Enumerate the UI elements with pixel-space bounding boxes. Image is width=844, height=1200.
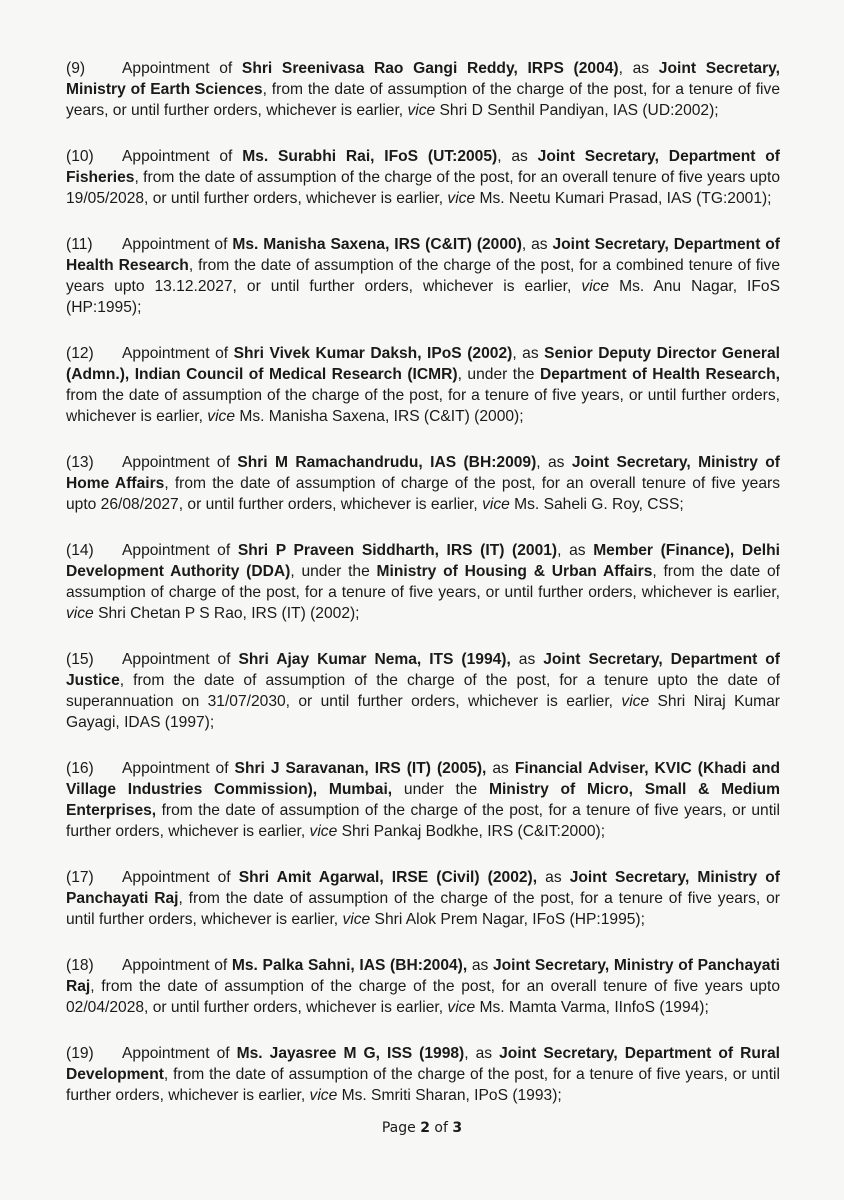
page-total: 3 xyxy=(452,1120,463,1136)
bold-text: Shri Amit Agarwal, IRSE (Civil) (2002), xyxy=(238,869,538,886)
italic-text: vice xyxy=(342,911,371,928)
item-number: (11) xyxy=(66,236,93,253)
bold-text: Joint Secretary, Department of Justice xyxy=(66,651,780,689)
italic-text: vice xyxy=(309,823,338,840)
appointment-item xyxy=(66,758,780,842)
body-text: as xyxy=(486,760,515,777)
item-number: (15) xyxy=(66,651,94,668)
item-number: (17) xyxy=(66,869,94,886)
body-text: , from the date of assumption of the charge of the post, for an overall tenure of five years upto 19/05/2028, or until further orders, whichever is earlier, xyxy=(66,169,780,207)
italic-text: vice xyxy=(482,496,510,513)
body-text: , as xyxy=(497,148,538,165)
body-text: , under the xyxy=(457,366,540,383)
body-text: , as xyxy=(512,345,545,362)
body-text: Shri Chetan P S Rao, IRS (IT) (2002); xyxy=(93,605,360,622)
bold-text: Joint Secretary, Ministry of Earth Sciences xyxy=(66,60,780,98)
body-text: Ms. Anu Nagar, IFoS (HP:1995); xyxy=(66,278,780,316)
appointment-item xyxy=(66,452,780,515)
bold-text: Joint Secretary, Department of Health Research xyxy=(66,236,780,274)
bold-text: Shri Ajay Kumar Nema, ITS (1994), xyxy=(238,651,511,668)
body-text: Ms. Saheli G. Roy, CSS; xyxy=(509,496,684,513)
body-text: , under the xyxy=(290,563,377,580)
page-footer xyxy=(0,1120,844,1136)
body-text: , as xyxy=(618,60,659,77)
appointment-item xyxy=(66,867,780,930)
body-text: , as xyxy=(536,454,572,471)
bold-text: Ms. Palka Sahni, IAS (BH:2004), xyxy=(231,957,468,974)
item-number: (12) xyxy=(66,345,94,362)
body-text: Appointment of xyxy=(122,454,238,471)
italic-text: vice xyxy=(447,190,476,207)
body-text: , from the date of assumption of charge of the post, for an overall tenure of five years upto 26/08/2027, or until further orders, whichever is earlier, xyxy=(66,475,780,513)
bold-text: Joint Secretary, Department of Rural Development xyxy=(66,1045,781,1083)
appointment-list xyxy=(66,58,780,1106)
bold-text: Shri Sreenivasa Rao Gangi Reddy, IRPS (2004) xyxy=(241,60,619,77)
body-text: under the xyxy=(392,781,489,798)
body-text: Appointment of xyxy=(122,1045,237,1062)
body-text: Appointment of xyxy=(122,345,234,362)
appointment-item xyxy=(66,649,780,733)
appointment-item xyxy=(66,540,780,624)
body-text: Appointment of xyxy=(122,542,238,559)
body-text: Ms. Manisha Saxena, IRS (C&IT) (2000); xyxy=(235,408,524,425)
bold-text: Ms. Surabhi Rai, IFoS (UT:2005) xyxy=(242,148,498,165)
item-number: (16) xyxy=(66,760,94,777)
body-text: Appointment of xyxy=(122,60,242,77)
bold-text: Shri J Saravanan, IRS (IT) (2005), xyxy=(234,760,487,777)
body-text: Appointment of xyxy=(122,760,235,777)
appointment-item xyxy=(66,234,780,318)
appointment-item xyxy=(66,955,780,1018)
body-text: Appointment of xyxy=(122,148,243,165)
body-text: , from the date of assumption of the charge of the post, for a tenure of five years, or until further orders, whichever is earlier, xyxy=(66,81,780,119)
item-number: (18) xyxy=(66,957,94,974)
bold-text: Ministry of Micro, Small & Medium Enterprises, xyxy=(66,781,780,819)
appointment-item xyxy=(66,343,780,427)
item-number: (19) xyxy=(66,1045,94,1062)
body-text: Shri Niraj Kumar Gayagi, IDAS (1997); xyxy=(66,693,781,731)
item-number: (10) xyxy=(66,148,94,165)
appointment-item xyxy=(66,146,780,209)
italic-text: vice xyxy=(309,1087,338,1104)
bold-text: Joint Secretary, Ministry of Panchayati Raj xyxy=(66,957,780,995)
body-text: as xyxy=(467,957,493,974)
italic-text: vice xyxy=(621,693,650,710)
italic-text: vice xyxy=(66,605,94,622)
body-text: as xyxy=(510,651,544,668)
body-text: , as xyxy=(557,542,594,559)
page-of: of xyxy=(434,1120,448,1136)
italic-text: vice xyxy=(581,278,610,295)
body-text: , from the date of assumption of the charge of the post, for a tenure upto the date of superannuation on 31/07/2030, or until further orders, whichever is earlier, xyxy=(66,672,780,710)
body-text: , from the date of assumption of the charge of the post, for a tenure of five years, or until further orders, whichever is earlier, xyxy=(66,890,780,928)
page-word: Page xyxy=(381,1120,416,1136)
item-number: (9) xyxy=(66,60,86,77)
body-text: Ms. Neetu Kumari Prasad, IAS (TG:2001); xyxy=(475,190,772,207)
italic-text: vice xyxy=(407,102,436,119)
bold-text: Joint Secretary, Ministry of Home Affairs xyxy=(66,454,780,492)
body-text: , from the date of assumption of the charge of the post, for a tenure of five years, or until further orders, whichever is earlier, xyxy=(66,1066,780,1104)
body-text: from the date of assumption of the charge of the post, for a tenure of five years, or until further orders, whichever is earlier, xyxy=(66,387,780,425)
body-text: Ms. Mamta Varma, IInfoS (1994); xyxy=(475,999,709,1016)
body-text: Appointment of xyxy=(122,651,239,668)
body-text: Appointment of xyxy=(122,869,239,886)
item-number: (14) xyxy=(66,542,94,559)
body-text: , from the date of assumption of the charge of the post, for a combined tenure of five years upto 13.12.2027, or until further orders, whichever is earlier, xyxy=(66,257,780,295)
appointment-item xyxy=(66,58,780,121)
bold-text: Joint Secretary, Ministry of Panchayati Raj xyxy=(66,869,780,907)
body-text: as xyxy=(537,869,570,886)
body-text: Appointment of xyxy=(122,957,232,974)
italic-text: vice xyxy=(447,999,476,1016)
body-text: Shri Pankaj Bodkhe, IRS (C&IT:2000); xyxy=(337,823,606,840)
bold-text: Senior Deputy Director General (Admn.), Indian Council of Medical Research (ICMR) xyxy=(66,345,780,383)
page-current: 2 xyxy=(420,1120,430,1136)
bold-text: Member (Finance), Delhi Development Authority (DDA) xyxy=(66,542,781,580)
body-text: Ms. Smriti Sharan, IPoS (1993); xyxy=(337,1087,562,1104)
body-text: , from the date of assumption of charge of the post, for a tenure of five years, or until further orders, whichever is earlier, xyxy=(66,563,780,601)
body-text: , as xyxy=(464,1045,500,1062)
bold-text: Shri P Praveen Siddharth, IRS (IT) (2001) xyxy=(237,542,558,559)
bold-text: Joint Secretary, Department of Fisheries xyxy=(66,148,780,186)
bold-text: Financial Adviser, KVIC (Khadi and Village Industries Commission), Mumbai, xyxy=(66,760,780,798)
italic-text: vice xyxy=(207,408,235,425)
body-text: , from the date of assumption of the charge of the post, for an overall tenure of five years upto 02/04/2028, or until further orders, whichever is earlier, xyxy=(66,978,780,1016)
bold-text: Shri M Ramachandrudu, IAS (BH:2009) xyxy=(237,454,537,471)
body-text: Shri D Senthil Pandiyan, IAS (UD:2002); xyxy=(435,102,719,119)
body-text: , as xyxy=(521,236,553,253)
bold-text: Department of Health Research, xyxy=(539,366,781,383)
bold-text: Ms. Jayasree M G, ISS (1998) xyxy=(236,1045,465,1062)
body-text: Appointment of xyxy=(122,236,233,253)
bold-text: Ministry of Housing & Urban Affairs xyxy=(376,563,653,580)
body-text: from the date of assumption of the charge of the post, for a tenure of five years, or until further orders, whichever is earlier, xyxy=(66,802,780,840)
item-number: (13) xyxy=(66,454,94,471)
bold-text: Ms. Manisha Saxena, IRS (C&IT) (2000) xyxy=(232,236,522,253)
bold-text: Shri Vivek Kumar Daksh, IPoS (2002) xyxy=(233,345,513,362)
body-text: Shri Alok Prem Nagar, IFoS (HP:1995); xyxy=(370,911,645,928)
appointment-item xyxy=(66,1043,780,1106)
